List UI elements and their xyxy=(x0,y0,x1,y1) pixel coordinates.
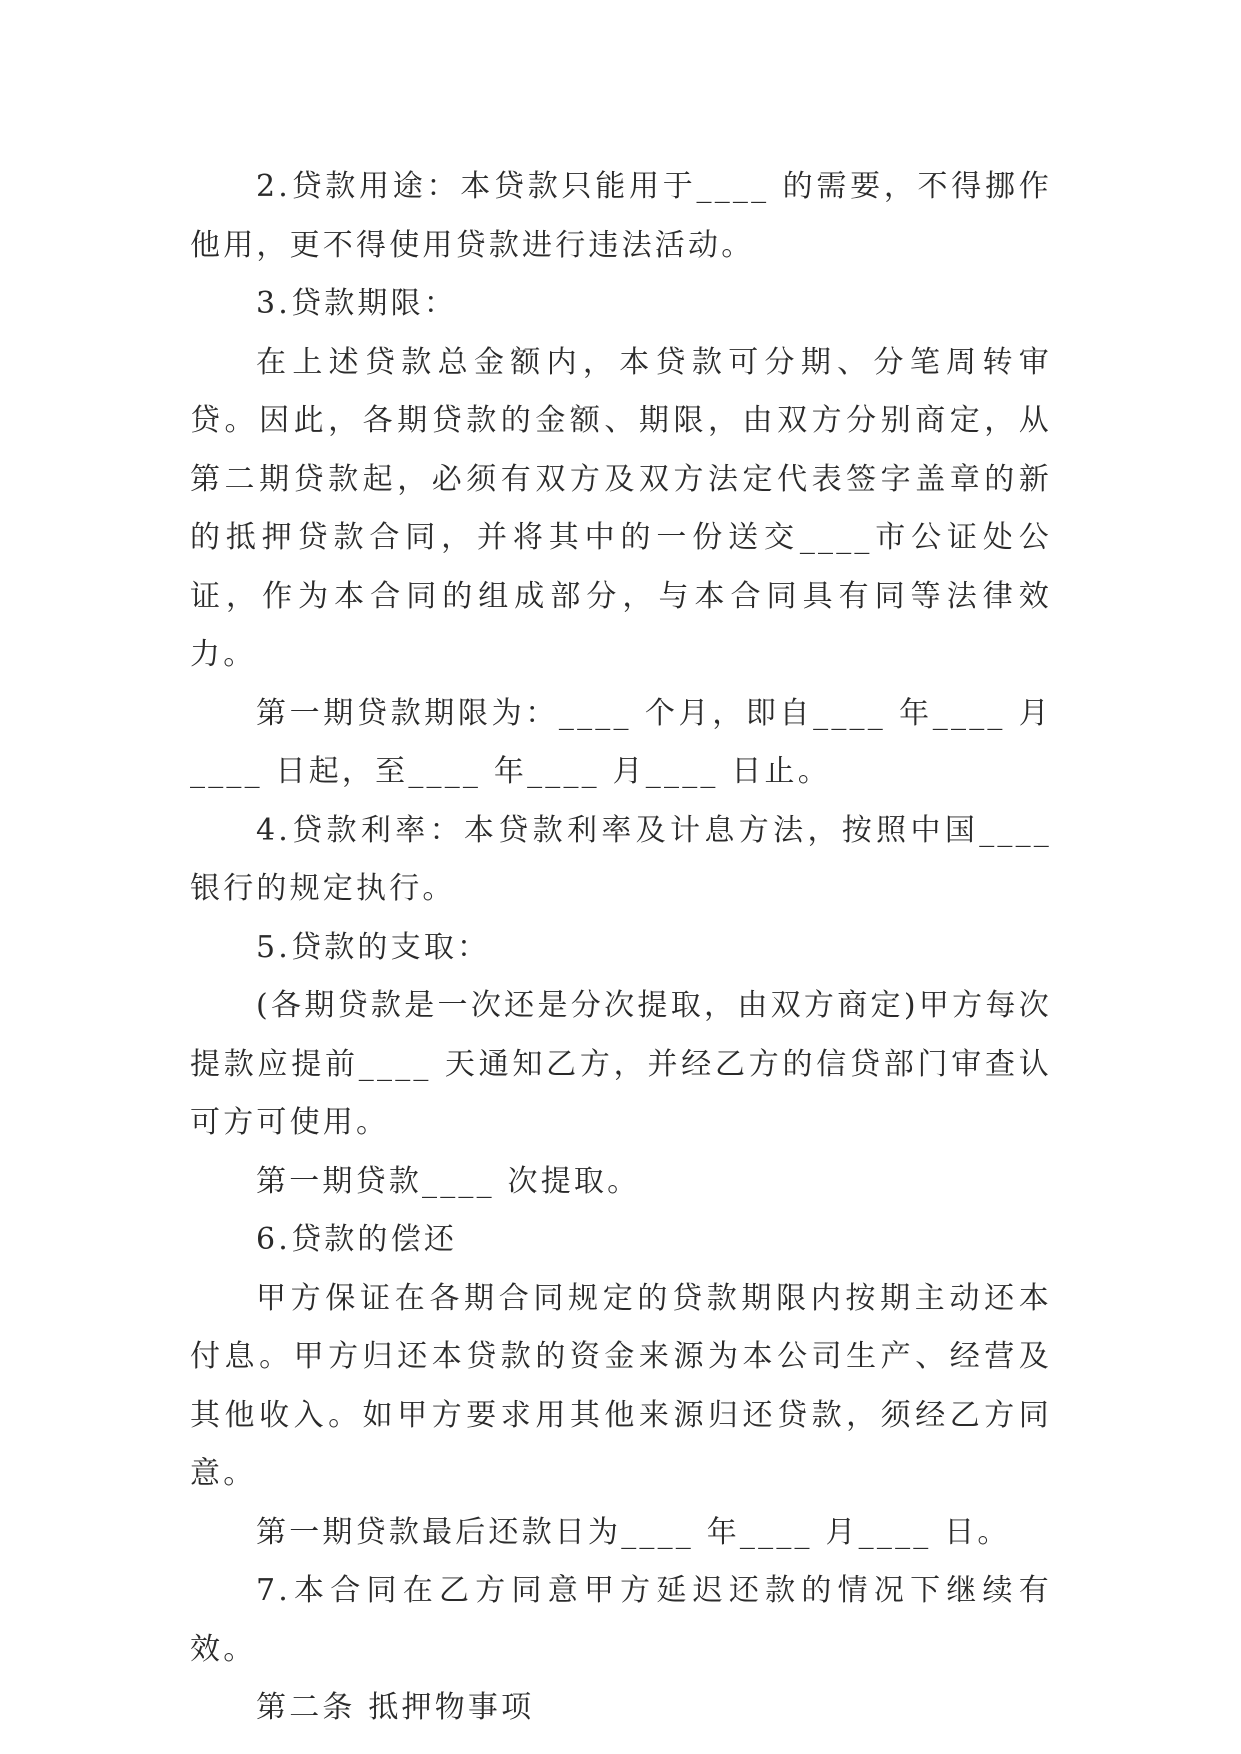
paragraph-first-withdrawal-count: 第一期贷款____ 次提取。 xyxy=(256,1163,641,1199)
paragraph-loan-term-heading: 3.贷款期限： xyxy=(256,286,458,321)
paragraph-loan-term-details: 在上述贷款总金额内，本贷款可分期、分笔周转审贷。因此，各期贷款的金额、期限，由双方分别商定，从第二期贷款起，必须有双方及双方法定代表签字盖章的新的抵押贷款合同，并将其中的一份送交____市公证处公证，作为本合同的组成部分，与本合同具有同等法律效力。 xyxy=(190,344,1052,672)
paragraph-first-term-period: 第一期贷款期限为：____ 个月，即自____ 年____ 月____ 日起，至____ 年____ 月____ 日止。 xyxy=(190,695,1052,789)
paragraph-withdrawal-notice: (各期贷款是一次还是分次提取，由双方商定)甲方每次提款应提前____ 天通知乙方，并经乙方的信贷部门审查认可方可使用。 xyxy=(190,988,1052,1140)
paragraph-repayment-details: 甲方保证在各期合同规定的贷款期限内按期主动还本付息。甲方归还本贷款的资金来源为本公司生产、经营及其他收入。如甲方要求用其他来源归还贷款，须经乙方同意。 xyxy=(190,1280,1052,1491)
document-body xyxy=(190,158,1052,1738)
paragraph-contract-validity: 7.本合同在乙方同意甲方延迟还款的情况下继续有效。 xyxy=(190,1573,1052,1667)
paragraph-final-repayment-date: 第一期贷款最后还款日为____ 年____ 月____ 日。 xyxy=(256,1514,1011,1550)
article-two-heading: 第二条 抵押物事项 xyxy=(256,1690,535,1725)
paragraph-loan-withdrawal-heading: 5.贷款的支取： xyxy=(256,929,491,965)
paragraph-loan-purpose: 2.贷款用途：本贷款只能用于____ 的需要，不得挪作他用，更不得使用贷款进行违法活动。 xyxy=(190,169,1052,263)
paragraph-loan-repayment-heading: 6.贷款的偿还 xyxy=(256,1222,458,1257)
paragraph-loan-interest-rate: 4.贷款利率：本贷款利率及计息方法，按照中国____银行的规定执行。 xyxy=(190,812,1052,906)
